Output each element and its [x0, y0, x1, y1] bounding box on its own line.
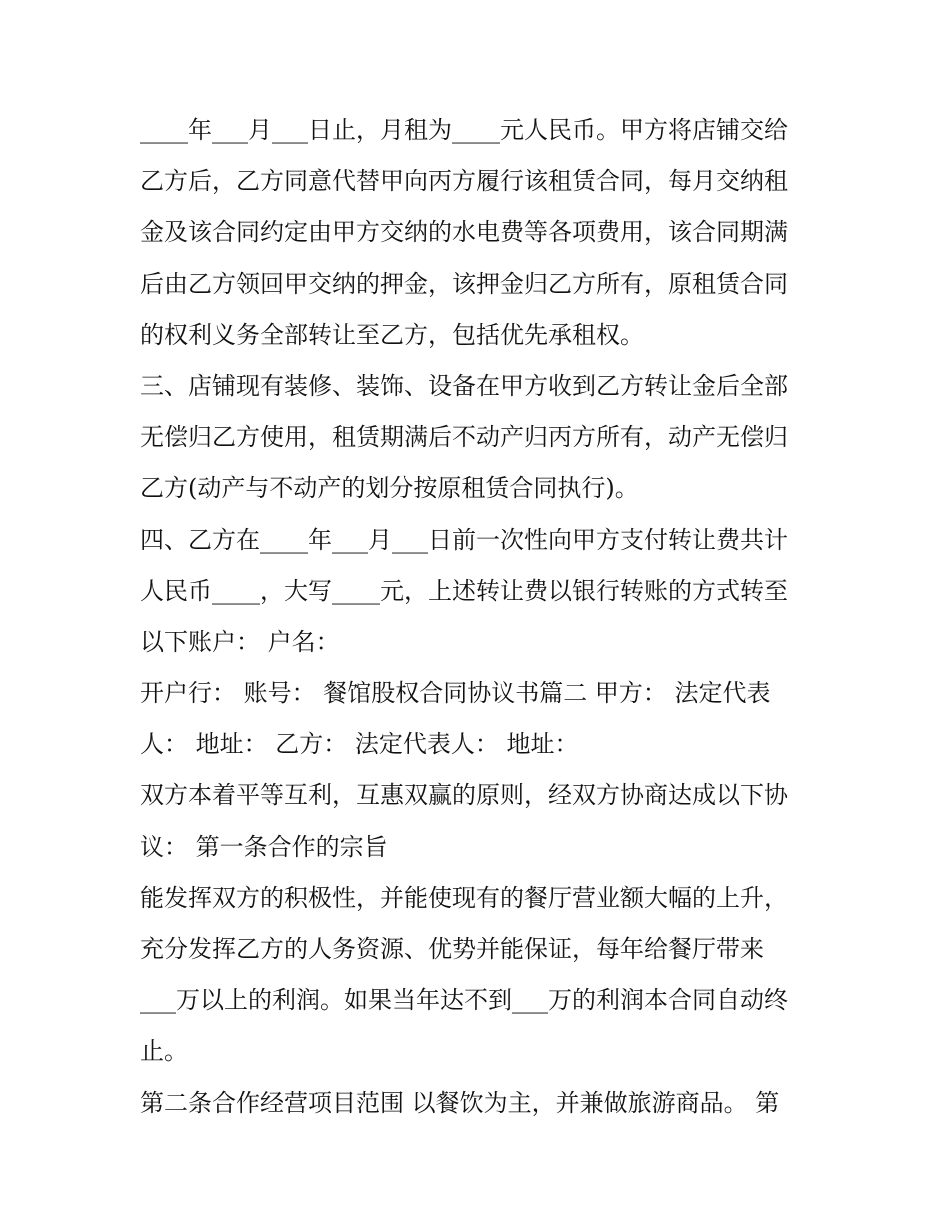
text-line: 四、乙方在____年___月___日前一次性向甲方支付转让费共计 — [140, 525, 788, 554]
text-line: 人民币____，大写____元，上述转让费以银行转账的方式转至 — [140, 576, 788, 605]
text-line: 无偿归乙方使用，租赁期满后不动产归丙方所有，动产无偿归 — [140, 423, 788, 452]
text-line: ____年___月___日止，月租为____元人民币。甲方将店铺交给 — [140, 116, 788, 144]
text-line: 乙方后，乙方同意代替甲向丙方履行该租赁合同，每月交纳租 — [140, 167, 788, 196]
text-line: 金及该合同约定由甲方交纳的水电费等各项费用，该合同期满 — [140, 218, 788, 247]
text-line: 第二条合作经营项目范围 以餐饮为主，并兼做旅游商品。 第 — [140, 1088, 780, 1117]
text-line: 双方本着平等互利，互惠双赢的原则，经双方协商达成以下协 — [140, 781, 788, 810]
text-line: 以下账户： 户名： — [140, 627, 340, 656]
text-line: 后由乙方领回甲交纳的押金，该押金归乙方所有，原租赁合同 — [140, 269, 788, 298]
text-line: 议： 第一条合作的宗旨 — [140, 832, 388, 861]
text-line: 能发挥双方的积极性，并能使现有的餐厅营业额大幅的上升， — [140, 883, 788, 912]
text-line: 人： 地址： 乙方： 法定代表人： 地址： — [140, 730, 579, 759]
document-body — [140, 105, 820, 1129]
text-line: 的权利义务全部转让至乙方，包括优先承租权。 — [140, 320, 644, 349]
text-line: ___万以上的利润。如果当年达不到___万的利润本合同自动终 — [140, 986, 788, 1015]
text-line: 开户行： 账号： 餐馆股权合同协议书篇二 甲方： 法定代表 — [140, 679, 771, 708]
text-line: 止。 — [140, 1037, 188, 1066]
text-line: 乙方(动产与不动产的划分按原租赁合同执行)。 — [140, 474, 639, 503]
text-line: 三、店铺现有装修、装饰、设备在甲方收到乙方转让金后全部 — [140, 371, 788, 400]
text-line: 充分发挥乙方的人务资源、优势并能保证，每年给餐厅带来 — [140, 935, 764, 963]
